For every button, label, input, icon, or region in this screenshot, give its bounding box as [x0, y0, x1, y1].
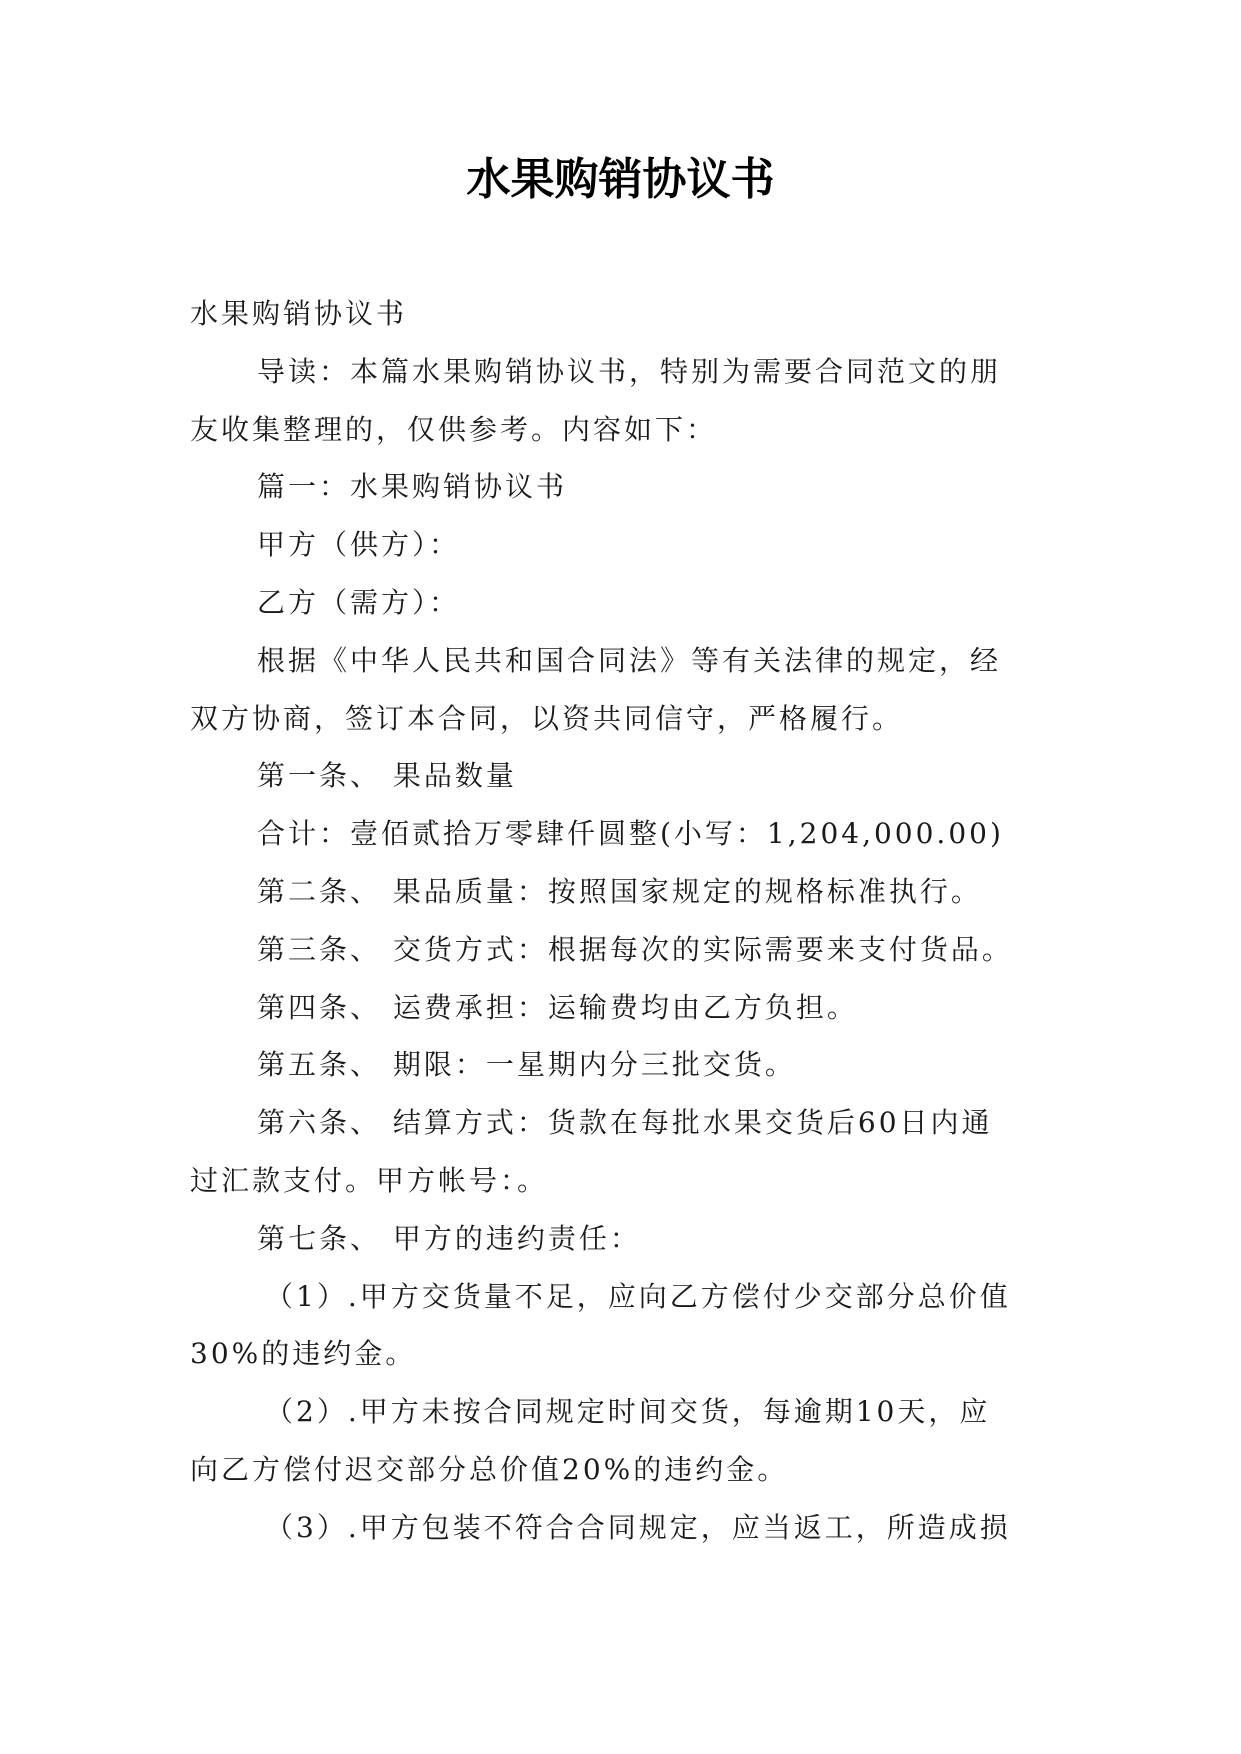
body-line-article-5: 第五条、 期限：一星期内分三批交货。	[257, 1048, 796, 1082]
document-title: 水果购销协议书	[466, 154, 775, 205]
body-line-clause-2: （2）.甲方未按合同规定时间交货，每逾期10天，应	[265, 1395, 991, 1429]
body-line-intro: 导读：本篇水果购销协议书，特别为需要合同范文的朋	[257, 354, 1002, 388]
body-line-article-6: 第六条、 结算方式：货款在每批水果交货后60日内通	[257, 1106, 993, 1140]
body-line-clause-3: （3）.甲方包装不符合合同规定，应当返工，所造成损	[265, 1510, 1011, 1544]
body-line-heading: 水果购销协议书	[190, 297, 408, 330]
body-line-party-a: 甲方（供方）：	[257, 528, 461, 562]
body-line-clause-1: （1）.甲方交货量不足，应向乙方偿付少交部分总价值	[265, 1279, 1011, 1313]
body-line-article-6-continued: 过汇款支付。甲方帐号：。	[190, 1163, 549, 1197]
body-line-party-b: 乙方（需方）：	[257, 585, 461, 619]
body-line-section-one: 篇一：水果购销协议书	[257, 470, 568, 504]
body-line-article-7: 第七条、 甲方的违约责任：	[257, 1221, 641, 1255]
body-line-total: 合计：壹佰贰拾万零肆仟圆整(小写：1,204,000.00)	[257, 817, 1004, 851]
body-line-clause-2-continued: 向乙方偿付迟交部分总价值20%的违约金。	[190, 1452, 789, 1486]
body-line-intro-continued: 友收集整理的，仅供参考。内容如下：	[190, 412, 718, 446]
body-line-legal-basis-continued: 双方协商，签订本合同，以资共同信守，严格履行。	[190, 701, 904, 735]
body-line-article-4: 第四条、 运费承担：运输费均由乙方负担。	[257, 990, 858, 1024]
document-body	[190, 285, 1070, 1557]
body-line-article-1: 第一条、 果品数量	[257, 759, 517, 793]
body-line-clause-1-continued: 30%的违约金。	[190, 1337, 417, 1371]
body-line-legal-basis: 根据《中华人民共和国合同法》等有关法律的规定，经	[257, 643, 1002, 677]
body-line-article-2: 第二条、 果品质量：按照国家规定的规格标准执行。	[257, 874, 982, 908]
body-line-article-3: 第三条、 交货方式：根据每次的实际需要来支付货品。	[257, 932, 1013, 966]
